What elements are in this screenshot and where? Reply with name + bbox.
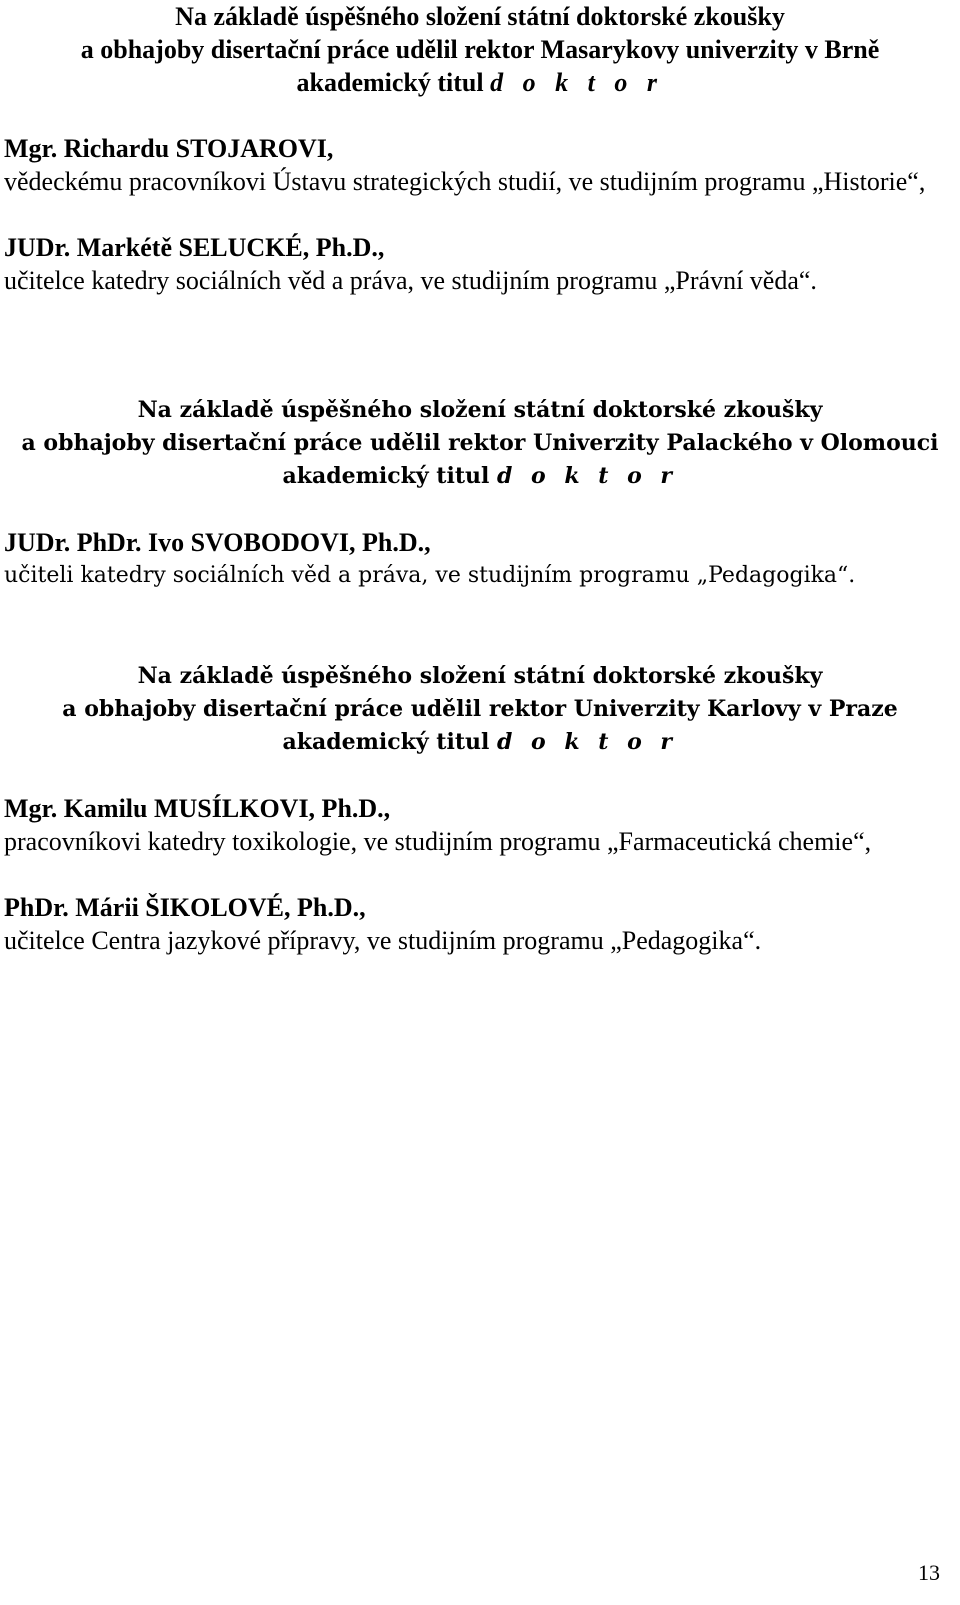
section-palacky [0,394,960,592]
section-heading [0,660,960,759]
person-entry [0,891,960,957]
title-prefix: akademický titul [296,68,491,97]
person-name: Mgr. Richardu STOJAROVI, [4,134,334,163]
page-number: 13 [918,1560,940,1585]
heading-line-3 [0,726,960,759]
title-word: d o k t o r [490,68,664,97]
person-name: Mgr. Kamilu MUSÍLKOVI, Ph.D., [4,794,391,823]
section-masaryk [0,0,960,297]
section-heading [0,394,960,493]
title-word: d o k t o r [497,463,678,489]
heading-line-1: Na základě úspěšného složení státní doktorské zkoušky [137,663,823,689]
person-entry [0,792,960,858]
person-description: vědeckému pracovníkovi Ústavu strategických studií, ve studijním programu „Historie“, [4,167,926,196]
heading-line-2: a obhajoby disertační práce udělil rektor Univerzity Palackého v Olomouci [21,430,939,456]
person-description: učitelce Centra jazykové přípravy, ve studijním programu „Pedagogika“. [4,926,762,955]
section-heading [0,0,960,99]
title-prefix: akademický titul [282,729,497,755]
person-description: učiteli katedry sociálních věd a práva, ve studijním programu „Pedagogika“. [4,563,856,588]
person-description: učitelce katedry sociálních věd a práva, ve studijním programu „Právní věda“. [4,266,817,295]
person-description: pracovníkovi katedry toxikologie, ve studijním programu „Farmaceutická chemie“, [4,827,872,856]
heading-line-1: Na základě úspěšného složení státní doktorské zkoušky [137,397,823,423]
person-name: PhDr. Márii ŠIKOLOVÉ, Ph.D., [4,893,366,922]
heading-line-3 [0,460,960,493]
person-entry [0,231,960,297]
section-charles [0,660,960,957]
heading-line-3 [0,66,960,99]
person-entry [0,132,960,198]
person-name: JUDr. PhDr. Ivo SVOBODOVI, Ph.D., [4,528,431,557]
title-word: d o k t o r [497,729,678,755]
heading-line-1: Na základě úspěšného složení státní doktorské zkoušky [175,2,785,31]
person-name: JUDr. Markétě SELUCKÉ, Ph.D., [4,233,385,262]
heading-line-2: a obhajoby disertační práce udělil rektor Masarykovy univerzity v Brně [80,35,880,64]
title-prefix: akademický titul [282,463,497,489]
person-entry [0,526,960,592]
heading-line-2: a obhajoby disertační práce udělil rektor Univerzity Karlovy v Praze [62,696,898,722]
